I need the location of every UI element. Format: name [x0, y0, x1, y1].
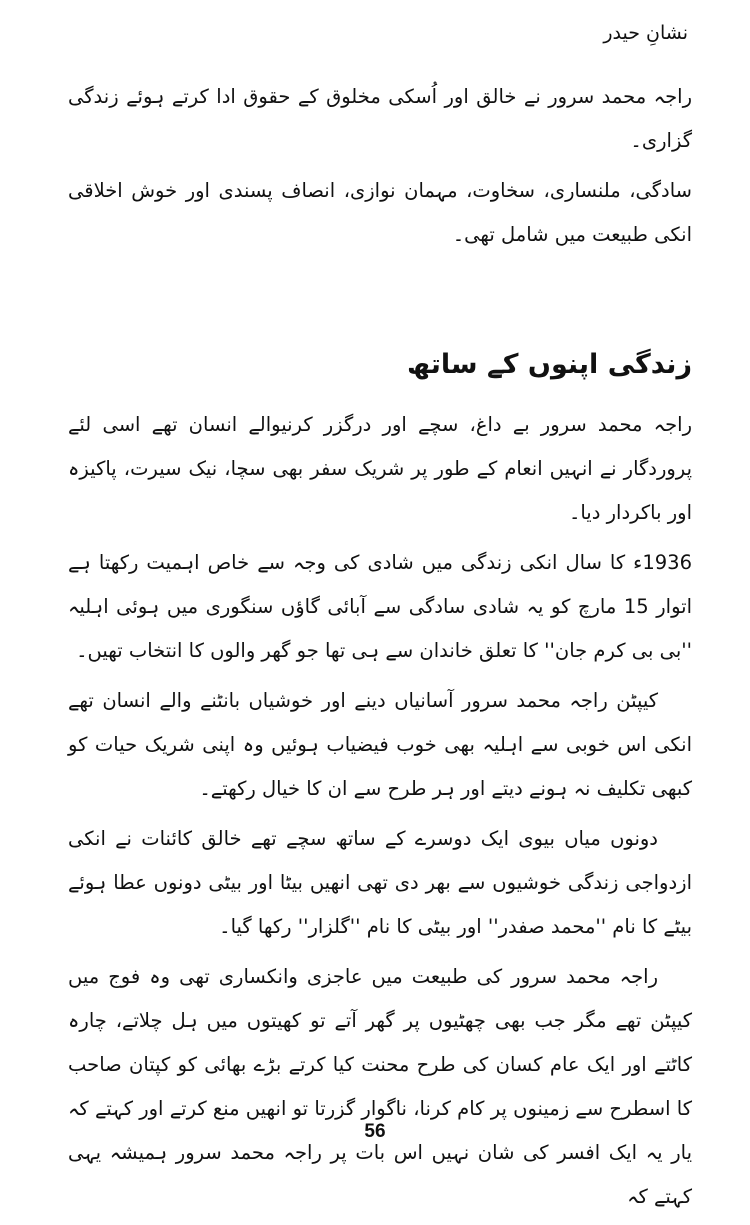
page-body [68, 75, 692, 1225]
body-paragraph: کیپٹن راجہ محمد سرور آسانیاں دینے اور خوشیاں بانٹنے والے انسان تھے انکی اس خوبی سے اہلیہ بھی خوب فیضیاب ہوئیں وہ اپنی شریک حیات کو کبھی تکلیف نہ ہونے دیتے اور ہر طرح سے ان کا خیال رکھتے۔ [68, 689, 692, 800]
page-number: 56 [364, 1121, 386, 1142]
running-header: نشانِ حیدر [603, 22, 688, 44]
body-paragraph: راجہ محمد سرور کی طبیعت میں عاجزی وانکساری تھی وہ فوج میں کیپٹن تھے مگر جب بھی چھٹیوں پر گھر آتے تو کھیتوں میں ہل چلاتے، چارہ کاٹتے اور ایک عام کسان کی طرح محنت کیا کرتے بڑے بھائی کو کپتان صاحب کا اسطرح سے زمینوں پر کام کرنا، ناگوار گزرتا تو انھیں منع کرتے اور کہتے کہ یار یہ ایک افسر کی شان نہیں اس بات پر راجہ محمد سرور ہمیشہ یہی کہتے کہ [68, 965, 692, 1208]
section-heading: زندگی اپنوں کے ساتھ [407, 349, 692, 380]
intro-paragraph: سادگی، ملنساری، سخاوت، مہمان نوازی، انصاف پسندی اور خوش اخلاقی انکی طبیعت میں شامل تھی۔ [68, 179, 692, 246]
intro-paragraph: راجہ محمد سرور نے خالق اور اُسکی مخلوق کے حقوق ادا کرتے ہوئے زندگی گزاری۔ [68, 85, 692, 152]
body-paragraph: دونوں میاں بیوی ایک دوسرے کے ساتھ سچے تھے خالق کائنات نے انکی ازدواجی زندگی خوشیوں سے بھر دی تھی انھیں بیٹا اور بیٹی دونوں عطا ہوئے بیٹے کا نام ''محمد صفدر'' اور بیٹی کا نام ''گلزار'' رکھا گیا۔ [68, 827, 692, 938]
body-paragraph: راجہ محمد سرور بے داغ، سچے اور درگزر کرنیوالے انسان تھے اسی لئے پروردگار نے انہیں انعام کے طور پر شریک سفر بھی سچا، نیک سیرت، پاکیزہ اور باکردار دیا۔ [68, 413, 692, 524]
body-paragraph: 1936ء کا سال انکی زندگی میں شادی کی وجہ سے خاص اہمیت رکھتا ہے اتوار 15 مارچ کو یہ شادی سادگی سے آبائی گاؤں سنگوری میں ہوئی اہلیہ ''بی بی کرم جان'' کا تعلق خاندان سے ہی تھا جو گھر والوں کا انتخاب تھیں۔ [68, 551, 692, 662]
